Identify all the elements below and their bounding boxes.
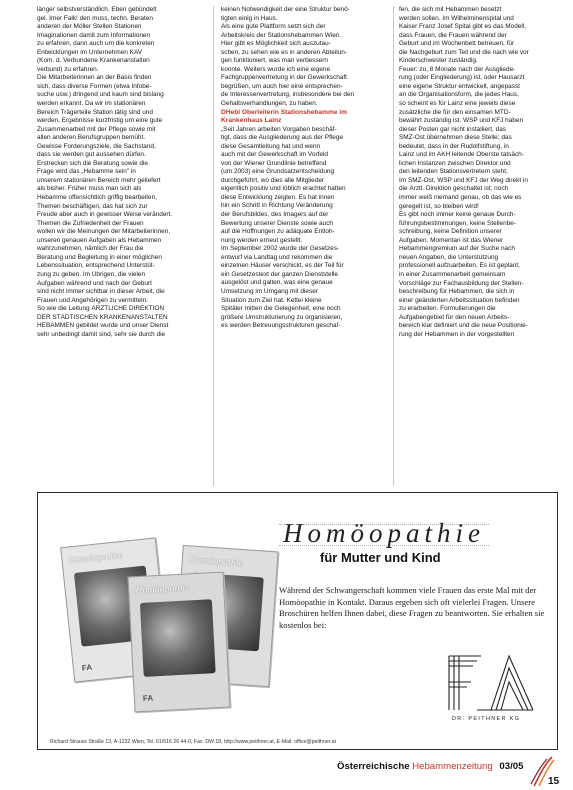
text-line: Frauen und Angehörigen zu vermitteln. bbox=[37, 296, 148, 304]
article-column-2 bbox=[221, 6, 386, 331]
text-line: diese Entwicklung zeigten. Es hat innen bbox=[221, 193, 335, 201]
text-line: Geburt und im Wochenbett betreuen, für bbox=[399, 40, 515, 48]
text-line: Hier gibt es Möglichkeit sich auszutau- bbox=[221, 40, 331, 48]
text-line: Kaiser Franz Josef Spital gibt es das Modell, bbox=[399, 23, 527, 31]
text-line: Imaginationen damit zum Informationen bbox=[37, 31, 151, 39]
text-line: Als eine gute Plattform setzt sich der bbox=[221, 23, 326, 31]
text-line: sich, dass diverse Formen (etwa Infobe- bbox=[37, 82, 152, 90]
column-divider bbox=[213, 6, 214, 486]
text-line: Fachgruppenvertretung in der Gewerkschaft bbox=[221, 74, 347, 82]
text-line: Spitäler mitten die Gelegenheit, eine noch bbox=[221, 305, 341, 313]
text-line: Hebamme offensichtlich griffig bearbeiten, bbox=[37, 194, 157, 202]
text-line: Umsetzung im Umgang mit dieser bbox=[221, 287, 318, 295]
peithner-logo-icon bbox=[447, 652, 535, 714]
text-line: die Nachgeburt zum Teil und die nach wie vor bbox=[399, 48, 529, 56]
column-2-intro bbox=[221, 6, 386, 109]
text-line: allen anderen Berufsgruppen bemüht. bbox=[37, 134, 146, 142]
text-line: einer geänderten Arbeitssituation befinden bbox=[399, 296, 520, 304]
text-line: „Seit Jahren arbeiten Vorgaben beschäf- bbox=[221, 125, 337, 133]
text-line: ein Gesetzestext der ganzen Dienststelle bbox=[221, 270, 339, 278]
text-line: Gewisse Forderungsziele, die Sachstand, bbox=[37, 142, 156, 150]
text-line: schreibung, keine Definition unserer bbox=[399, 228, 502, 236]
text-line: konnte. Weiters wurde ich eine eigene bbox=[221, 65, 331, 73]
text-line: diese Gesamtleitung hat und wenn bbox=[221, 142, 321, 150]
text-line: tigten einig in Haus. bbox=[221, 14, 278, 22]
text-line: von der Wiener Grundlinie betreffend bbox=[221, 159, 327, 167]
text-line: zung zu geben. Im Übrigen, die vielen bbox=[37, 270, 146, 278]
text-line: auf die Hoffnungen zu adäquate Entloh- bbox=[221, 228, 335, 236]
text-line: Freude aber auch in gewisser Weise verändert. bbox=[37, 211, 173, 219]
text-line: schen, zu sehen wie es in anderen Abteilun- bbox=[221, 48, 347, 56]
text-line: keinen Notwendigkeit der eine Struktur benö- bbox=[221, 6, 350, 13]
text-line: Themen beschäftigen, das hat sich zur bbox=[37, 202, 148, 210]
text-line: gen funktioniert, was man verbessern bbox=[221, 57, 328, 65]
text-line: Arbeitskreis der Stationshebammen Wien. bbox=[221, 31, 342, 39]
text-line: führungsbestimmungen, keine Stellenbe- bbox=[399, 219, 517, 227]
text-line: größere Umstrukturierung zu organisieren, bbox=[221, 313, 343, 321]
brochure-title: Homöopathie bbox=[134, 582, 190, 597]
text-line: werden erkannt. Da wir im stationären bbox=[37, 100, 146, 108]
text-line: HEBAMMEN gebildet wurde und unser Dienst bbox=[37, 322, 169, 330]
text-line: Themen die Zufriedenheit der Frauen bbox=[37, 219, 144, 227]
text-line: wahrzunehmen, nämlich der Frau die bbox=[37, 245, 144, 253]
text-line: werden, Ergebnisse kurzfristig um eine gute bbox=[37, 117, 163, 125]
magazine-name: Österreichische bbox=[337, 761, 410, 772]
text-line: hin ein Schritt in Richtung Veränderung bbox=[221, 202, 333, 210]
brochure-photo bbox=[140, 599, 216, 677]
text-line: tigt, dass die Ausgliederung aus der Pflege bbox=[221, 134, 344, 142]
title-ornament bbox=[279, 524, 489, 546]
text-line: Die Mitarbeiterinnen an der Basis finden bbox=[37, 74, 152, 82]
text-line: der Berufsbildes, des Imagers auf der bbox=[221, 211, 329, 219]
text-line: Feuer: zu, 8 Monate nach der Ausgliede- bbox=[399, 65, 516, 73]
text-line: einzelnen Häuser verschickt, es der Teil für bbox=[221, 262, 344, 270]
text-line: sind nicht immer sichtbar in dieser Arbeit, die bbox=[37, 288, 165, 296]
ad-subtitle: für Mutter und Kind bbox=[320, 550, 441, 565]
text-line: anderen der Möller Stellen Stationen bbox=[37, 23, 142, 31]
text-line: rung (oder Eingliederung) ist, oder Hausarzt bbox=[399, 74, 525, 82]
text-line: unserem stationären Bereich mehr geliefert bbox=[37, 176, 161, 184]
text-line: bereich klar definiert und die neue Positionie- bbox=[399, 322, 528, 330]
text-line: als bisher. Früher muss man sich als bbox=[37, 185, 142, 193]
text-line: wollen wir die Meinungen der Mitarbeiterinnen, bbox=[37, 228, 171, 236]
brochure-image bbox=[128, 572, 231, 713]
text-line: den leitenden Stationsvertretern steht, bbox=[399, 168, 508, 176]
brochure-logo: FA bbox=[81, 662, 93, 673]
article-column-3 bbox=[399, 6, 557, 339]
text-line: (um 2003) eine Grundsatzentscheidung bbox=[221, 168, 335, 176]
text-line: beschreibung für Hebammen, die sich in bbox=[399, 288, 515, 296]
text-line: ausgelöst und galten, was eine genaue bbox=[221, 279, 333, 287]
text-line: immer weiß niemand genau, ob das wie es bbox=[399, 194, 522, 202]
text-line: dieser Posten gar nicht installiert, das bbox=[399, 125, 506, 133]
text-line: neuen Angaben, die Unterstützung bbox=[399, 253, 499, 261]
text-line: begrüßen, um auch hier eine entsprechen- bbox=[221, 82, 343, 90]
text-line: fen, die sich mit Hebammen besetzt bbox=[399, 6, 502, 13]
text-line: Situation zum Ziel hat. Kettei kleine bbox=[221, 296, 322, 304]
brochure-title: Homöopathie bbox=[68, 549, 124, 567]
text-line: de Interessenvertretung, insbesondere bei den bbox=[221, 91, 355, 99]
text-line: Lebenssituation, entsprechend Unterstüt- bbox=[37, 262, 155, 270]
publication-footer bbox=[337, 761, 523, 772]
column-divider bbox=[393, 6, 394, 486]
text-line: SMZ-Ost übernehmen diese Stelle; das bbox=[399, 134, 512, 142]
text-line: Gehaltsverhandlungen, zu haben. bbox=[221, 100, 318, 108]
column-2-body bbox=[221, 126, 386, 331]
text-line: unseren genauen Aufgaben als Hebammen bbox=[37, 236, 162, 244]
text-line: sehr unbedingt damit sind, sehr sie durch die bbox=[37, 330, 166, 338]
text-line: suche usw.) dringend und kaum sind bislang bbox=[37, 91, 164, 99]
brochure-logo: FA bbox=[142, 693, 154, 703]
text-line: lichen Instanzen zwischen Direktor und bbox=[399, 159, 511, 167]
text-line: so scheint es für Lainz eine jeweils diese bbox=[399, 100, 516, 108]
text-line: zu erfahren, dann auch um die konkreten bbox=[37, 40, 155, 48]
text-line: Bewertung unserer Dienste sowie auch bbox=[221, 219, 334, 227]
text-line: zu erarbeiten. Formulierungen die bbox=[399, 305, 496, 313]
text-line: bedeutet, dass in der Rudolfstiftung, in bbox=[399, 142, 509, 150]
issue-number: 03/05 bbox=[499, 761, 524, 772]
text-line: entwurf via Landtag und rekommen die bbox=[221, 253, 333, 261]
magazine-name-suffix: Hebammenzeitung bbox=[412, 761, 493, 772]
text-line: eigentlich positiv und löblich erachtet hatten bbox=[221, 185, 346, 193]
text-line: Im SMZ-Ost, WSP und KFJ der Weg direkt in bbox=[399, 176, 528, 184]
text-line: Lainz und im AKH leitende Oberste tatsäch- bbox=[399, 151, 524, 159]
article-column-1 bbox=[37, 6, 205, 339]
text-line: in einer Zusammenarbeit gemeinsam bbox=[399, 270, 506, 278]
text-line: Frage wird das „Hebamme sein" in bbox=[37, 168, 136, 176]
text-line: an die Organisationsform, die jedes Haus, bbox=[399, 91, 519, 99]
text-line: eine eigene Struktur entwickelt, angepasst bbox=[399, 82, 520, 90]
ad-title-text: Homöopathie bbox=[283, 518, 485, 548]
text-line: die Ärztl. Direktion geschaltet ist; noch bbox=[399, 185, 509, 193]
text-line: Aufgabengebiet für den neuen Arbeits- bbox=[399, 313, 510, 321]
text-line: So wie die Leitung ÄRZTLICHE DIREKTION bbox=[37, 305, 165, 313]
text-line: bewährt zuständig ist. WSP und KFJ haben bbox=[399, 117, 524, 125]
text-line: dass Frauen, die Frauen während der bbox=[399, 31, 507, 39]
text-line: Hebammengremium auf der Suche nach bbox=[399, 245, 515, 253]
ad-body-text: Während der Schwangerschaft kommen viele Frauen das erste Mal mit der Homöopathie in Kontakt. Daraus ergeben sich oft vielerlei Fragen. Unsere Broschüren helfen Ihnen dabei, diese Fragen zu beantworten. Sie erhalten sie kostenlos bei: bbox=[279, 585, 545, 630]
text-line: professionell aufzuarbeiten. Es ist geplant, bbox=[399, 262, 520, 270]
text-line: Aufgaben während und nach der Geburt bbox=[37, 279, 152, 287]
text-line: Zusammenarbeit mit der Pflege sowie mit bbox=[37, 125, 156, 133]
text-line: Kinderschwester zuständig. bbox=[399, 57, 478, 65]
text-line: durchgeführt, wo dies alle Mitglieder bbox=[221, 176, 325, 184]
text-line: Vorschläge zur Fachausbildung der Stellen- bbox=[399, 279, 524, 287]
text-line: zusätzliche die für den einsamen MTD- bbox=[399, 108, 511, 116]
text-line: nung werden erneut gestellt. bbox=[221, 236, 303, 244]
text-line: dass sie werden gut aussehen dürfen. bbox=[37, 151, 146, 159]
text-line: verbund) zu erfahren. bbox=[37, 65, 99, 73]
section-heading: DHebl Oberleiterin Stationshebamme im Krankenhaus Lainz bbox=[221, 108, 348, 125]
text-line: werden sollen. Im Wilhelminenspital und bbox=[399, 14, 514, 22]
text-line: (Kom. d. Verbundene Krankenanstalten bbox=[37, 57, 150, 65]
text-line: länger selbstverständlich. Eben gebündelt bbox=[37, 6, 157, 13]
text-line: geregelt ist, so bleiben wird! bbox=[399, 202, 479, 210]
page-number: 15 bbox=[548, 776, 560, 787]
brochure-title: Homöopathie bbox=[188, 554, 244, 570]
ad-contact-line: Richard Strauss Straße 13, A-1232 Wien, Tel. 01/616 26 44-0, Fax: DW 18, http://www.peithner.at, E-Mail: office@peithner.at bbox=[50, 739, 336, 745]
text-line: Entwicklungen im Unternehmen KAV bbox=[37, 48, 143, 56]
text-line: Erstrecken sich die Beratung sowie die bbox=[37, 159, 148, 167]
text-line: Bereich Trägerteile Station tätig sind und bbox=[37, 108, 153, 116]
text-line: Es gibt noch immer keine genaue Durch- bbox=[399, 211, 516, 219]
text-line: Aufgaben. Momentan ist das Wiener bbox=[399, 236, 504, 244]
text-line: gel. Imer Falk! den muss, techn. Beraten bbox=[37, 14, 153, 22]
text-line: rung der Hebammen in der vorgestellten bbox=[399, 330, 515, 338]
logo-caption: DR. PEITHNER KG bbox=[452, 716, 521, 722]
ad-title bbox=[283, 518, 485, 549]
text-line: auch mit der Gewerkschaft im Vorfeld bbox=[221, 151, 328, 159]
text-line: Im September 2002 wurde der Gesetzes- bbox=[221, 245, 340, 253]
text-line: es werden Betreuungsstrukturen geschaf- bbox=[221, 322, 341, 330]
text-line: DER STÄDTISCHEN KRANKENANSTALTEN bbox=[37, 313, 168, 321]
text-line: Beratung und Begleitung in einer möglichen bbox=[37, 253, 162, 261]
